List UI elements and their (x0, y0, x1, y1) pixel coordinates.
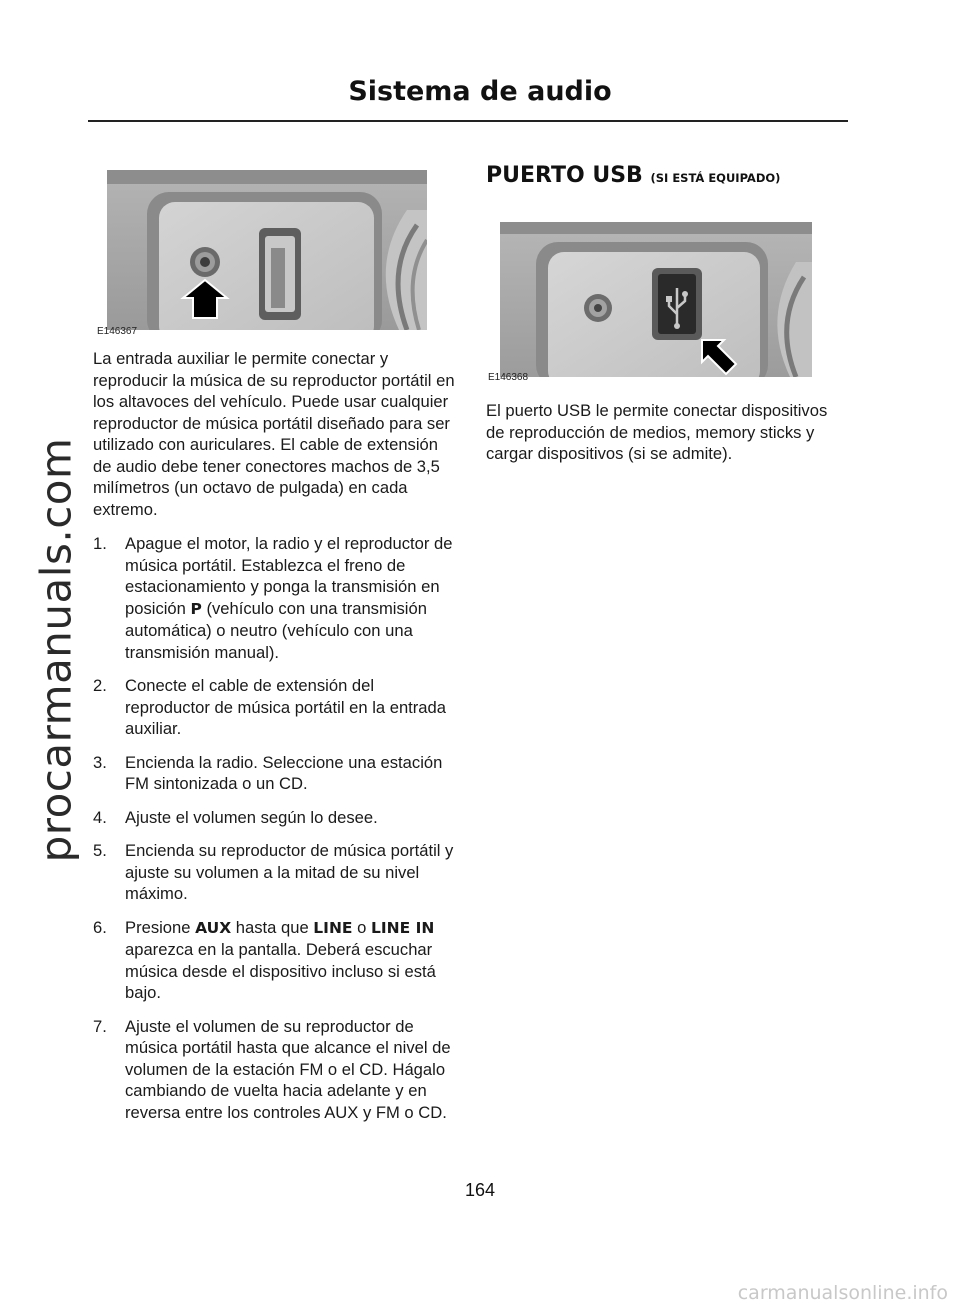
page-title: Sistema de audio (348, 76, 612, 107)
usb-section-heading: PUERTO USB (SI ESTÁ EQUIPADO) (486, 163, 781, 188)
list-item: 3. Encienda la radio. Seleccione una estación FM sintonizada o un CD. (93, 752, 443, 793)
page-number: 164 (464, 1180, 496, 1200)
footer-watermark: carmanualsonline.info (737, 1282, 948, 1304)
figure-code-aux: E146367 (97, 326, 138, 337)
aux-intro-paragraph: La entrada auxiliar le permite conectar y reproducir la música de su reproductor portátil en los altavoces del vehículo. Puede usar cualquier reproductor de música portátil diseñado para ser utilizado con auriculares. El cable de extensión de audio debe tener conectores machos de 3,5 milímetros (un octavo de pulgada) en cada extremo. (93, 349, 455, 519)
list-item: 4. Ajuste el volumen según lo desee. (93, 807, 378, 827)
usb-port-figure (500, 222, 812, 377)
list-item: 2. Conecte el cable de extensión del reproductor de música portátil en la entrada auxiliar. (93, 676, 446, 738)
list-item: 7. Ajuste el volumen de su reproductor de música portátil hasta que alcance el nivel de volumen de la estación FM o el CD. Hágalo cambiando de vuelta hacia adelante y en reversa entre los controles AUX y FM o CD. (93, 1016, 451, 1122)
figure-code-usb: E146368 (488, 372, 529, 383)
usb-port-photo-icon (500, 222, 812, 377)
list-item: 6. Presione AUX hasta que LINE o LINE IN aparezca en la pantalla. Deberá escuchar música desde el dispositivo incluso si está bajo. (93, 917, 436, 1002)
list-item: 5. Encienda su reproductor de música portátil y ajuste su volumen a la mitad de su nivel máximo. (93, 841, 454, 903)
watermark-text: procarmanuals.com (31, 437, 81, 863)
aux-input-photo-icon (107, 170, 427, 330)
usb-description: El puerto USB le permite conectar dispositivos de reproducción de medios, memory sticks y cargar dispositivos (si se admite). (486, 401, 828, 463)
aux-steps-list (93, 533, 455, 1123)
aux-section-text (93, 348, 455, 1135)
side-watermark (26, 437, 86, 863)
aux-input-figure (107, 170, 427, 330)
header-divider (88, 120, 848, 122)
list-item: 1. Apague el motor, la radio y el reproductor de música portátil. Establezca el freno de estacionamiento y ponga la transmisión en posición P (vehículo con una transmisión automática) o neutro (vehículo con una transmisión manual). (93, 534, 453, 662)
